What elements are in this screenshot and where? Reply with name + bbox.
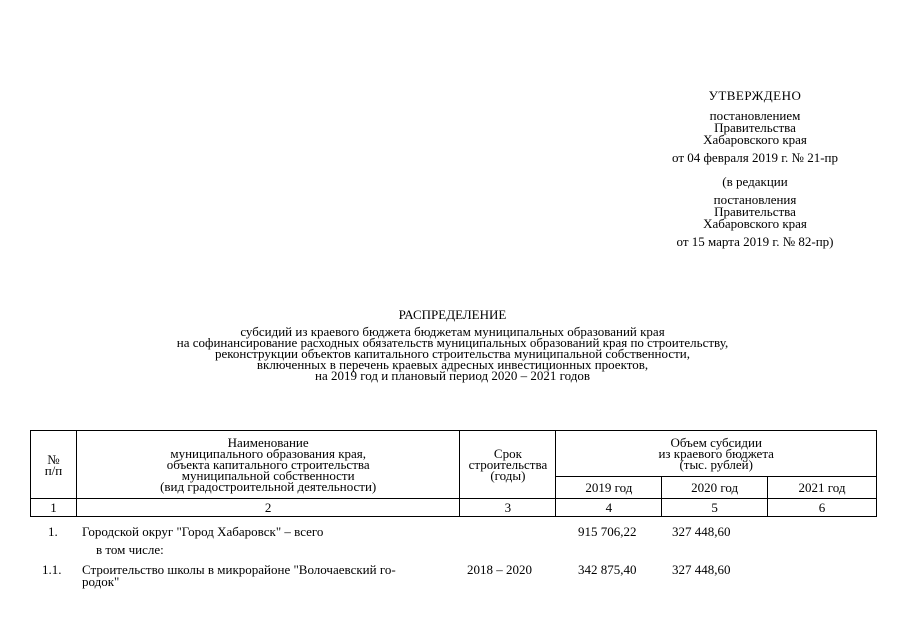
header-volume: Объем субсидии из краевого бюджета (тыс. рублей) [556, 431, 877, 477]
document-title [0, 309, 905, 381]
row-term: 2018 – 2020 [467, 562, 532, 577]
col-number: 2 [76, 499, 459, 517]
title-line: включенных в перечень краевых адресных инвестиционных проектов, [256, 357, 649, 372]
col-number: 6 [768, 499, 877, 517]
header-year-2021: 2021 год [768, 477, 877, 499]
row-2020: 327 448,60 [672, 524, 731, 539]
header-name: Наименование муниципального образования края, объекта капитального строительства муниципальной собственности (вид градостроительной деятельности) [76, 431, 459, 499]
approval-heading: УТВЕРЖДЕНО [708, 88, 802, 103]
header-year-2020: 2020 год [662, 477, 768, 499]
row-2019: 342 875,40 [578, 562, 637, 577]
col-number: 1 [31, 499, 77, 517]
header-num: № п/п [31, 431, 77, 499]
table-row [30, 544, 877, 564]
header-term: Срок строительства (годы) [460, 431, 556, 499]
col-number: 5 [662, 499, 768, 517]
col-number: 3 [460, 499, 556, 517]
approval-date: от 04 февраля 2019 г. № 21-пр [672, 150, 838, 165]
title-line: на софинансирование расходных обязательств муниципальных образований края по строительству, [176, 335, 729, 350]
edition-line: Хабаровского края [703, 216, 807, 231]
distribution-table [30, 430, 877, 517]
title-line: субсидий из краевого бюджета бюджетам муниципальных образований края [240, 324, 665, 339]
edition-date: от 15 марта 2019 г. № 82-пр) [676, 234, 834, 249]
edition-open: (в редакции [722, 174, 788, 189]
row-2020: 327 448,60 [672, 562, 731, 577]
title-line: на 2019 год и плановый период 2020 – 2021 годов [315, 368, 590, 383]
edition-line: постановления [713, 192, 797, 207]
approval-block [640, 90, 870, 248]
row-num: 1. [48, 524, 58, 539]
row-name: Городской округ "Город Хабаровск" – всего [82, 524, 324, 539]
table-row [30, 564, 877, 594]
edition-line: Правительства [714, 204, 796, 219]
row-name: в том числе: [96, 542, 164, 557]
approval-line: Правительства [714, 120, 796, 135]
header-year-2019: 2019 год [556, 477, 662, 499]
col-number: 4 [556, 499, 662, 517]
approval-line: постановлением [709, 108, 801, 123]
row-name-cont: родок" [82, 574, 120, 589]
row-name: Строительство школы в микрорайоне "Волочаевский го- [82, 562, 396, 577]
approval-line: Хабаровского края [703, 132, 807, 147]
title-line: реконструкции объектов капитального строительства муниципальной собственности, [215, 346, 690, 361]
title-heading: РАСПРЕДЕЛЕНИЕ [398, 307, 507, 322]
table-body [30, 526, 877, 594]
row-num: 1.1. [42, 562, 62, 577]
row-2019: 915 706,22 [578, 524, 637, 539]
